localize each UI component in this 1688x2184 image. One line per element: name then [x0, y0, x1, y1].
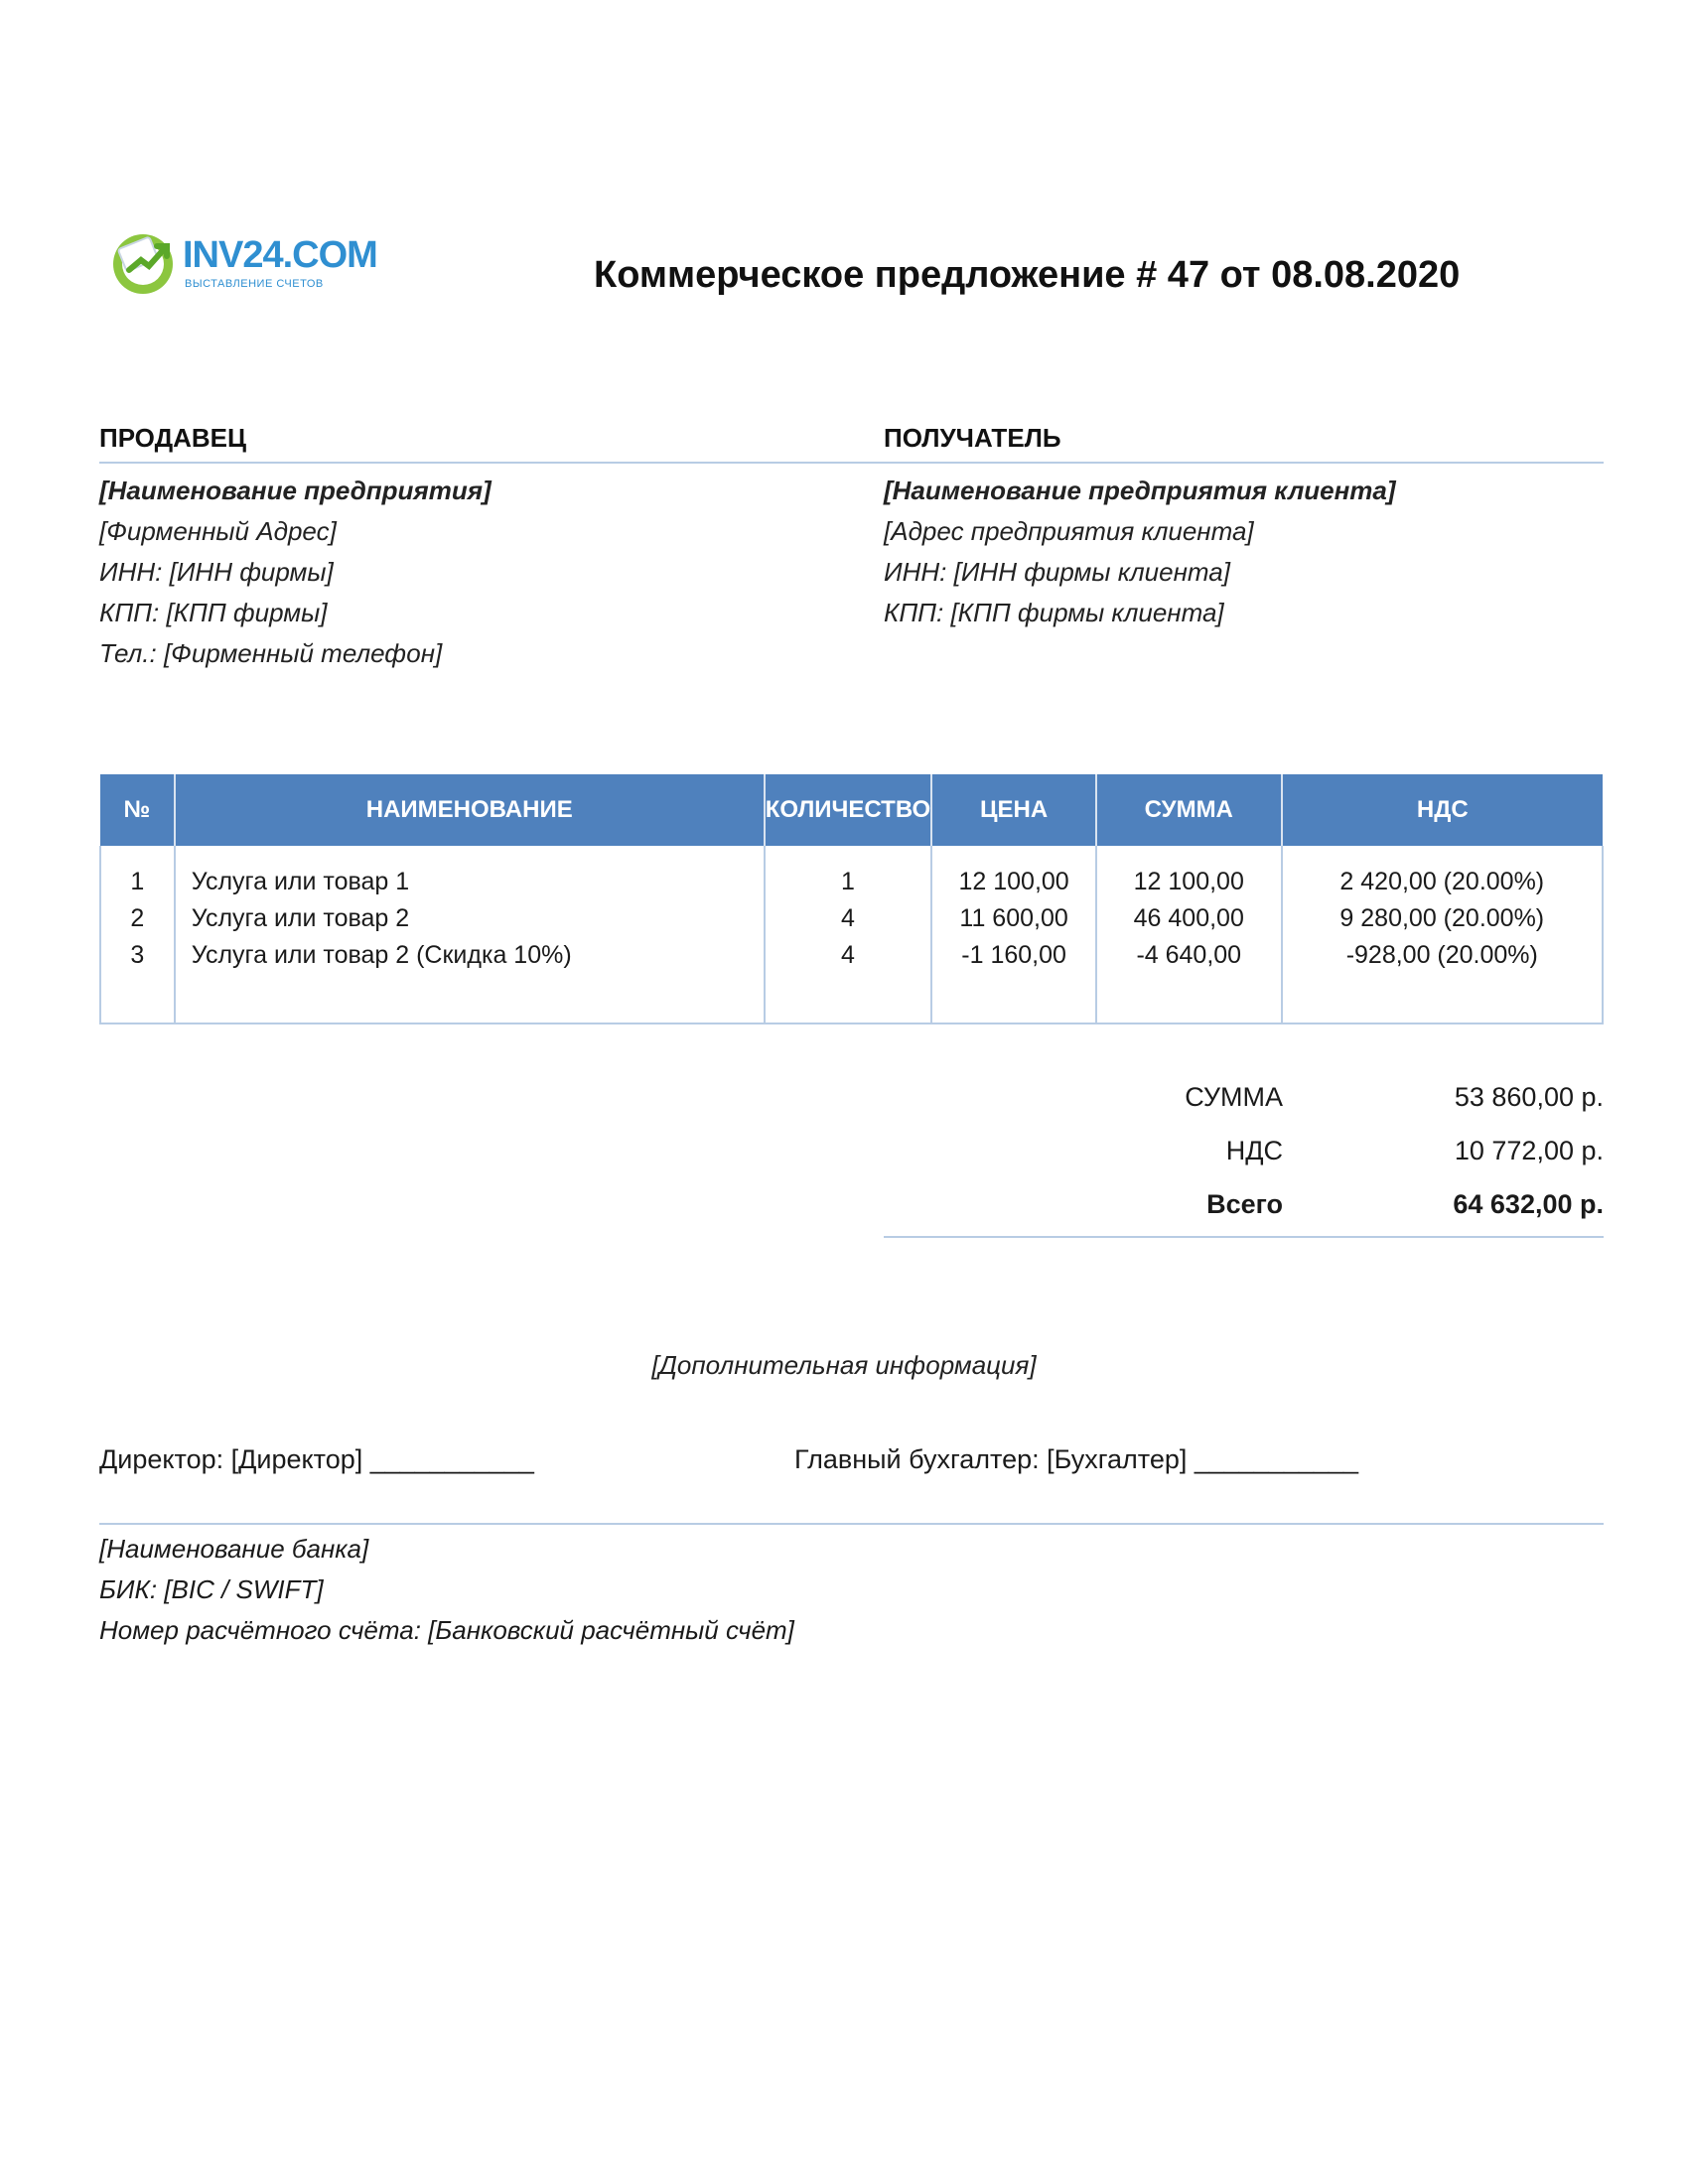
buyer-address: [Адрес предприятия клиента] [884, 516, 1254, 546]
row-3-sum: -4 640,00 [1136, 941, 1242, 969]
additional-info: [Дополнительная информация] [651, 1350, 1037, 1380]
col-number [100, 846, 175, 1024]
col-header-vat: НДС [1282, 774, 1603, 846]
seller-block [99, 417, 814, 674]
bank-account: Номер расчётного счёта: [Банковский расчётный счёт] [99, 1615, 794, 1645]
row-1-number: 1 [130, 868, 145, 895]
accountant-signature: Главный бухгалтер: [Бухгалтер] ___________ [794, 1444, 1359, 1474]
total-label: Всего [1206, 1189, 1283, 1219]
col-sum [1096, 846, 1282, 1024]
row-3-number: 3 [130, 941, 145, 969]
row-2-quantity: 4 [841, 904, 855, 932]
bank-name: [Наименование банка] [99, 1534, 369, 1564]
sum-label: СУММА [1185, 1082, 1283, 1112]
parties-divider [99, 462, 1604, 464]
col-header-sum: СУММА [1096, 774, 1282, 846]
bank-divider [99, 1523, 1604, 1525]
row-2-number: 2 [130, 904, 145, 932]
col-header-number: № [100, 774, 175, 846]
logo-subtitle: ВЫСТАВЛЕНИЕ СЧЕТОВ [185, 278, 324, 290]
row-2-vat: 9 280,00 (20.00%) [1339, 904, 1545, 932]
total-value: 64 632,00 р. [1453, 1189, 1604, 1219]
seller-address: [Фирменный Адрес] [99, 516, 337, 546]
seller-name: [Наименование предприятия] [99, 476, 492, 505]
buyer-heading: ПОЛУЧАТЕЛЬ [884, 423, 1061, 453]
row-3-quantity: 4 [841, 941, 855, 969]
row-1-vat: 2 420,00 (20.00%) [1339, 868, 1545, 895]
totals-divider [884, 1236, 1604, 1238]
seller-heading: ПРОДАВЕЦ [99, 423, 246, 453]
row-2-name: Услуга или товар 2 [191, 904, 410, 932]
totals-grand-row [884, 1189, 1604, 1243]
row-3-price: -1 160,00 [961, 941, 1066, 969]
company-logo [107, 226, 377, 306]
row-3-name: Услуга или товар 2 (Скидка 10%) [191, 941, 572, 969]
col-quantity [765, 846, 931, 1024]
seller-inn: ИНН: [ИНН фирмы] [99, 557, 334, 587]
document-title: Коммерческое предложение # 47 от 08.08.2020 [594, 254, 1461, 296]
bank-bic: БИК: [BIC / SWIFT] [99, 1574, 324, 1604]
row-1-sum: 12 100,00 [1133, 868, 1244, 895]
buyer-inn: ИНН: [ИНН фирмы клиента] [884, 557, 1230, 587]
seller-phone: Тел.: [Фирменный телефон] [99, 638, 443, 668]
buyer-block [884, 417, 1599, 633]
buyer-kpp: КПП: [КПП фирмы клиента] [884, 598, 1224, 627]
items-table [99, 774, 1604, 1024]
col-price [931, 846, 1096, 1024]
col-header-price: ЦЕНА [931, 774, 1096, 846]
vat-value: 10 772,00 р. [1454, 1136, 1604, 1165]
col-name [175, 846, 765, 1024]
row-1-quantity: 1 [841, 868, 855, 895]
sum-value: 53 860,00 р. [1454, 1082, 1604, 1112]
buyer-name: [Наименование предприятия клиента] [884, 476, 1396, 505]
col-header-quantity: КОЛИЧЕСТВО [765, 774, 931, 846]
row-2-price: 11 600,00 [959, 904, 1068, 932]
col-vat [1282, 846, 1603, 1024]
logo-text: INV24.COM [183, 234, 377, 276]
row-1-name: Услуга или товар 1 [191, 868, 410, 895]
logo-mark-icon [107, 226, 179, 298]
seller-kpp: КПП: [КПП фирмы] [99, 598, 328, 627]
row-2-sum: 46 400,00 [1133, 904, 1244, 932]
table-header-row [100, 774, 1603, 846]
col-header-name: НАИМЕНОВАНИЕ [175, 774, 765, 846]
totals-block [884, 1082, 1604, 1243]
bank-block [99, 1529, 794, 1651]
row-1-price: 12 100,00 [958, 868, 1069, 895]
row-3-vat: -928,00 (20.00%) [1345, 941, 1538, 969]
vat-label: НДС [1225, 1136, 1283, 1165]
director-signature: Директор: [Директор] ___________ [99, 1444, 534, 1474]
table-body [100, 846, 1603, 1024]
totals-vat-row [884, 1136, 1604, 1189]
totals-sum-row [884, 1082, 1604, 1136]
